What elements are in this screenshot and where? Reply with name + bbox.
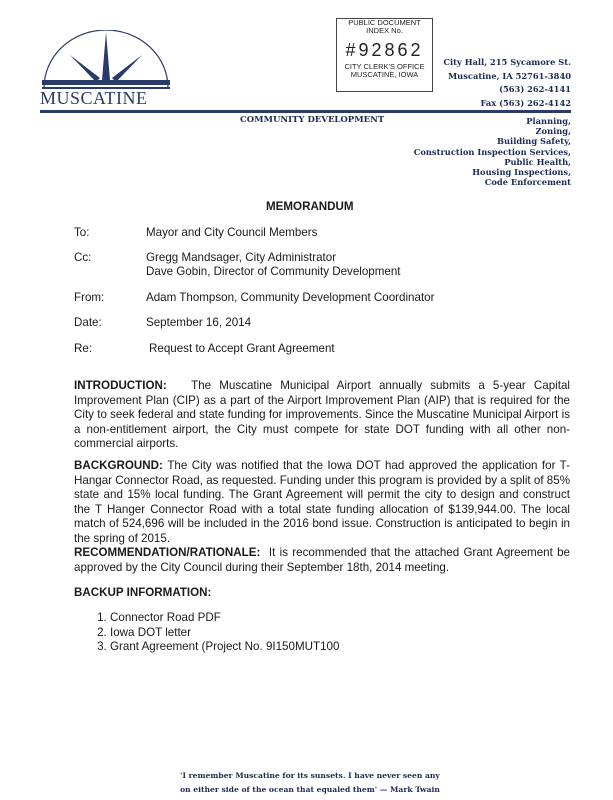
to-label: To:	[74, 226, 90, 239]
quote-line: on either side of the ocean that equaled them' — Mark Twain	[180, 785, 440, 794]
service-item: Zoning,	[535, 126, 571, 137]
phone: (563) 262-4141	[499, 84, 571, 94]
memo-title: MEMORANDUM	[266, 200, 354, 213]
re-value: Request to Accept Grant Agreement	[149, 342, 335, 355]
backup-item: 1. Connector Road PDF	[110, 611, 339, 626]
background-paragraph	[74, 459, 570, 546]
introduction-heading: INTRODUCTION:	[74, 379, 167, 392]
stamp-index-label: INDEX No.	[366, 26, 403, 35]
background-text: The City was notified that the Iowa DOT had approved the application for T-Hangar Connector Road, as requested. Funding under this program is provided by a split of 85% state and 15% local funding. The Grant Agreement will permit the city to design and construct the T Hanger Connector Road with a total state funding allocation of $139,944.00. The local match of 524,696 will be included in the 2016 bond issue. Construction is anticipated to begin in the spring of 2015.	[74, 459, 570, 545]
from-value: Adam Thompson, Community Development Coordinator	[146, 291, 435, 304]
address-line: City Hall, 215 Sycamore St.	[443, 57, 571, 67]
introduction-paragraph	[74, 379, 570, 452]
introduction-text: The Muscatine Municipal Airport annually submits a 5-year Capital Improvement Plan (CIP) as a part of the Airport Improvement Plan (AIP) that is required for the City to seek federal and state funding for improvements. Since the Muscatine Municipal Airport is a non-entitlement airport, the City must compete for state DOT funding with all other non-commercial airports.	[74, 379, 570, 450]
to-value: Mayor and City Council Members	[146, 226, 318, 239]
public-document-stamp	[336, 18, 433, 92]
logo-text: MUSCATINE	[40, 88, 148, 108]
cc-value-2: Dave Gobin, Director of Community Development	[146, 265, 401, 278]
services-list	[414, 116, 571, 187]
stamp-office: CITY CLERK'S OFFICE	[344, 62, 425, 71]
recommendation-text: It is recommended that the attached Grant Agreement be approved by the City Council during their September 18th, 2014 meeting.	[74, 546, 570, 574]
service-item: Public Health,	[504, 156, 571, 167]
address-line: Muscatine, IA 52761-3840	[448, 70, 571, 81]
date-label: Date:	[74, 316, 102, 329]
department-name: COMMUNITY DEVELOPMENT	[240, 115, 385, 125]
quote-line: 'I remember Muscatine for its sunsets. I have never seen any	[180, 771, 440, 780]
recommendation-paragraph	[74, 546, 570, 575]
muscatine-logo	[40, 30, 172, 113]
background-heading: BACKGROUND:	[74, 459, 163, 472]
re-label: Re:	[74, 342, 93, 355]
service-item: Construction Inspection Services,	[413, 146, 571, 157]
cc-value-1: Gregg Mandsager, City Administrator	[146, 251, 337, 264]
from-label: From:	[74, 291, 105, 304]
stamp-location: MUSCATINE, IOWA	[350, 70, 419, 79]
mark-twain-quote	[160, 769, 460, 797]
backup-list	[92, 611, 339, 655]
service-item: Planning,	[526, 116, 571, 126]
recommendation-heading: RECOMMENDATION/RATIONALE:	[74, 546, 261, 559]
stamp-title: PUBLIC DOCUMENT	[348, 18, 421, 27]
stamp-number: #92862	[345, 40, 424, 60]
service-item: Housing Inspections,	[472, 167, 571, 178]
date-value: September 16, 2014	[146, 316, 252, 329]
service-item: Code Enforcement	[484, 177, 571, 188]
header-rule	[40, 110, 571, 113]
service-item: Building Safety,	[497, 136, 571, 147]
backup-item: 3. Grant Agreement (Project No. 9I150MUT100	[110, 640, 339, 655]
cc-label: Cc:	[74, 251, 92, 264]
city-hall-address	[443, 56, 571, 110]
backup-item: 2. Iowa DOT letter	[110, 626, 339, 641]
backup-heading: BACKUP INFORMATION:	[74, 586, 212, 599]
fax: Fax (563) 262-4142	[480, 97, 571, 108]
